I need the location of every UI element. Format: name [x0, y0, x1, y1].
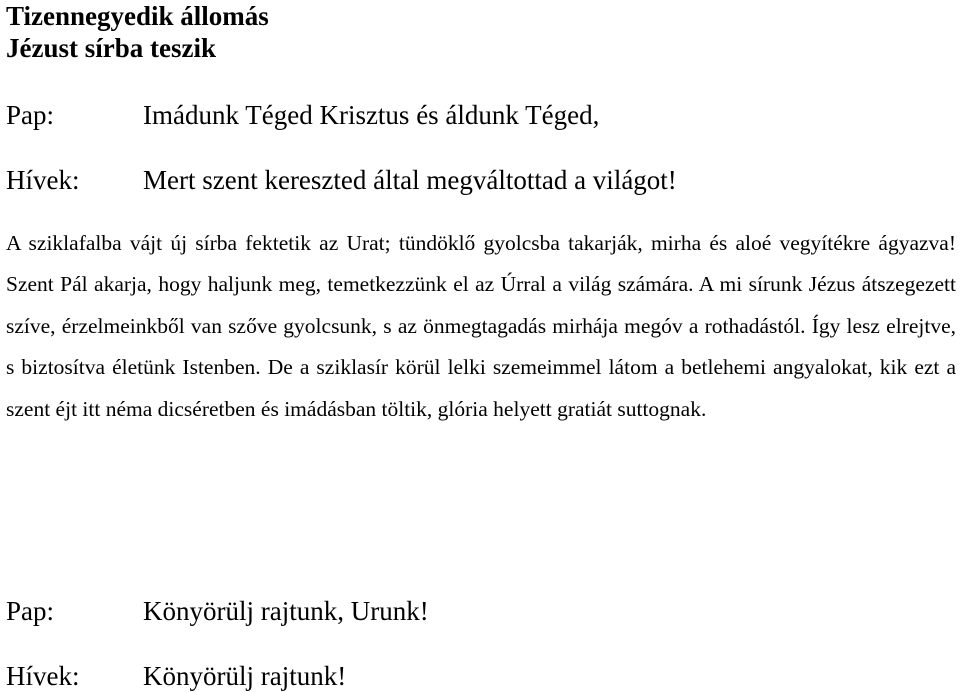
- speaker-label-priest: Pap:: [6, 100, 55, 130]
- speaker-label-priest: Pap:: [6, 596, 55, 626]
- closing-exchange: [6, 595, 954, 692]
- station-title: Tizennegyedik állomás: [6, 1, 269, 31]
- speaker-label-faithful: Hívek:: [6, 661, 80, 691]
- priest-row: [6, 99, 954, 131]
- priest-line: Imádunk Téged Krisztus és áldunk Téged,: [143, 100, 600, 130]
- reflection-paragraph: A sziklafalba vájt új sírba fektetik az Urat; tündöklő gyolcsba takarják, mirha és aloé vegyítékre ágyazva! Szent Pál akarja, hogy haljunk meg, temetkezzünk el az Úrral a világ számára. A mi sírunk Jézus átszegezett szíve, érzelmeinkből van szőve gyolcsunk, s az önmegtagadás mirhája megóv a rothadástól. Így lesz elrejtve, s biztosítva életünk Istenben. De a sziklasír körül lelki szemeimmel látom a betlehemi angyalokat, kik ezt a szent éjt itt néma dicséretben és imádásban töltik, glória helyett gratiát suttognak.: [6, 231, 956, 421]
- priest-line: Könyörülj rajtunk, Urunk!: [143, 596, 429, 626]
- priest-row: [6, 595, 954, 627]
- faithful-line: Könyörülj rajtunk!: [143, 661, 347, 691]
- faithful-line: Mert szent kereszted által megváltottad a világot!: [143, 165, 677, 195]
- opening-exchange: [6, 99, 954, 196]
- faithful-row: [6, 660, 954, 692]
- speaker-label-faithful: Hívek:: [6, 165, 80, 195]
- faithful-row: [6, 164, 954, 196]
- station-subtitle: Jézust sírba teszik: [6, 33, 216, 63]
